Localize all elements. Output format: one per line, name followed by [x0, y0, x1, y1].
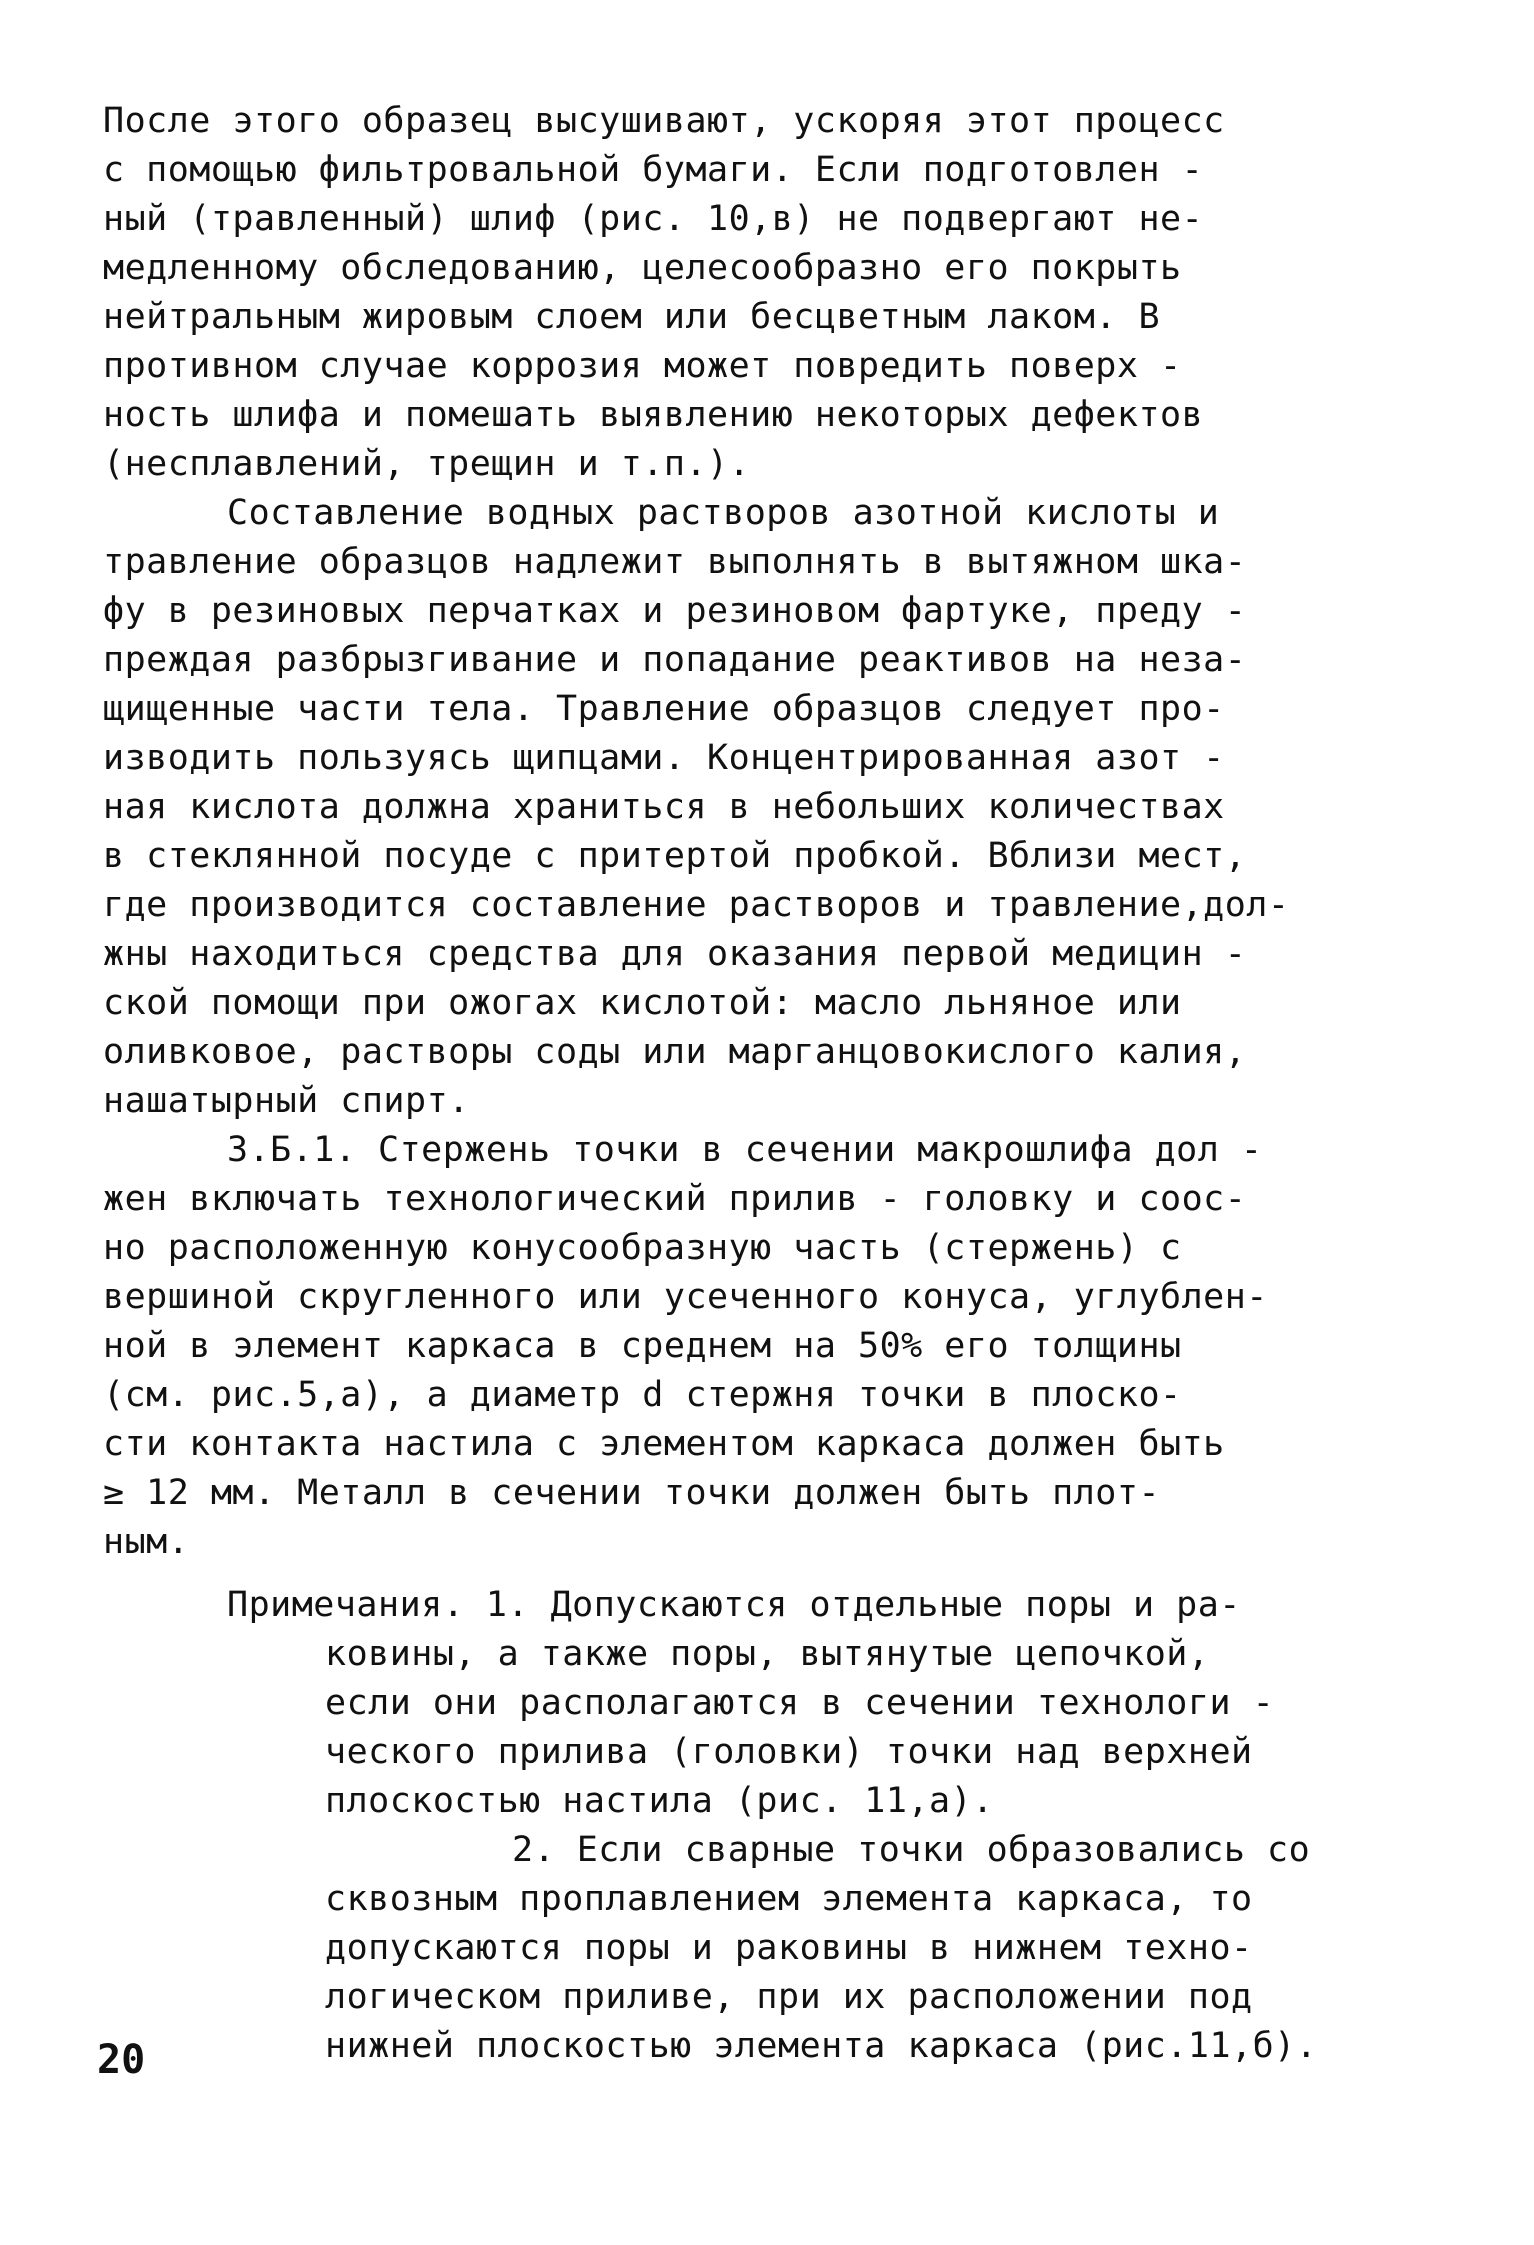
note-1-line: ческого прилива (головки) точки над верхней	[325, 1732, 1253, 1772]
paragraph-1-line: ность шлифа и помешать выявлению некоторых дефектов	[103, 395, 1204, 435]
note-2-line: логическом приливе, при их расположении под	[325, 1977, 1253, 2017]
note-1-line: Примечания. 1. Допускаются отдельные поры и ра-	[227, 1585, 1241, 1625]
paragraph-2-line: жны находиться средства для оказания первой медицин -	[103, 934, 1247, 974]
note-1-line: ковины, а также поры, вытянутые цепочкой,	[325, 1634, 1210, 1674]
note-2-line: нижней плоскостью элемента каркаса (рис.11,б).	[325, 2026, 1318, 2066]
paragraph-2-line: изводить пользуясь щипцами. Концентрированная азот -	[103, 738, 1225, 778]
paragraph-3-line: вершиной скругленного или усеченного конуса, углублен-	[103, 1277, 1268, 1317]
paragraph-2-line: фу в резиновых перчатках и резиновом фартуке, преду -	[103, 591, 1247, 631]
note-2-line: сквозным проплавлением элемента каркаса, то	[325, 1879, 1253, 1919]
paragraph-3-line: ≥ 12 мм. Металл в сечении точки должен быть плот-	[103, 1473, 1161, 1513]
paragraph-2-line: ная кислота должна храниться в небольших количествах	[103, 787, 1225, 827]
page-number: 20	[97, 2037, 146, 2083]
paragraph-1-line: медленному обследованию, целесообразно его покрыть	[103, 248, 1182, 288]
paragraph-2-line: преждая разбрызгивание и попадание реактивов на неза-	[103, 640, 1247, 680]
paragraph-2-line: в стеклянной посуде с притертой пробкой. Вблизи мест,	[103, 836, 1247, 876]
paragraph-1-line: ный (травленный) шлиф (рис. 10,в) не подвергают не-	[103, 199, 1204, 239]
paragraph-3-line: но расположенную конусообразную часть (стержень) с	[103, 1228, 1182, 1268]
paragraph-3-line: ной в элемент каркаса в среднем на 50% его толщины	[103, 1326, 1182, 1366]
paragraph-2-line: ской помощи при ожогах кислотой: масло льняное или	[103, 983, 1182, 1023]
paragraph-3-line: сти контакта настила с элементом каркаса должен быть	[103, 1424, 1225, 1464]
paragraph-1-line: противном случае коррозия может повредить поверх -	[103, 346, 1182, 386]
paragraph-1-line: с помощью фильтровальной бумаги. Если подготовлен -	[103, 150, 1204, 190]
paragraph-3-line: 3.Б.1. Стержень точки в сечении макрошлифа дол -	[227, 1130, 1263, 1170]
paragraph-2-line: Составление водных растворов азотной кислоты и	[227, 493, 1220, 533]
note-1-line: если они располагаются в сечении технологи -	[325, 1683, 1275, 1723]
note-2-line: 2. Если сварные точки образовались со	[512, 1830, 1311, 1870]
note-1-line: плоскостью настила (рис. 11,а).	[325, 1781, 994, 1821]
paragraph-2-line: травление образцов надлежит выполнять в вытяжном шка-	[103, 542, 1247, 582]
paragraph-1-line: нейтральным жировым слоем или бесцветным лаком. В	[103, 297, 1161, 337]
paragraph-3-line: ным.	[103, 1522, 190, 1562]
paragraph-2-line: где производится составление растворов и травление,дол-	[103, 885, 1290, 925]
paragraph-1-line: После этого образец высушивают, ускоряя этот процесс	[103, 101, 1225, 141]
paragraph-3-line: (см. рис.5,а), а диаметр d стержня точки в плоско-	[103, 1375, 1182, 1415]
paragraph-3-line: жен включать технологический прилив - головку и соос-	[103, 1179, 1247, 1219]
paragraph-2-line: оливковое, растворы соды или марганцовокислого калия,	[103, 1032, 1247, 1072]
paragraph-2-line: щищенные части тела. Травление образцов следует про-	[103, 689, 1225, 729]
paragraph-2-line: нашатырный спирт.	[103, 1081, 470, 1121]
paragraph-1-line: (несплавлений, трещин и т.п.).	[103, 444, 751, 484]
note-2-line: допускаются поры и раковины в нижнем техно-	[325, 1928, 1253, 1968]
